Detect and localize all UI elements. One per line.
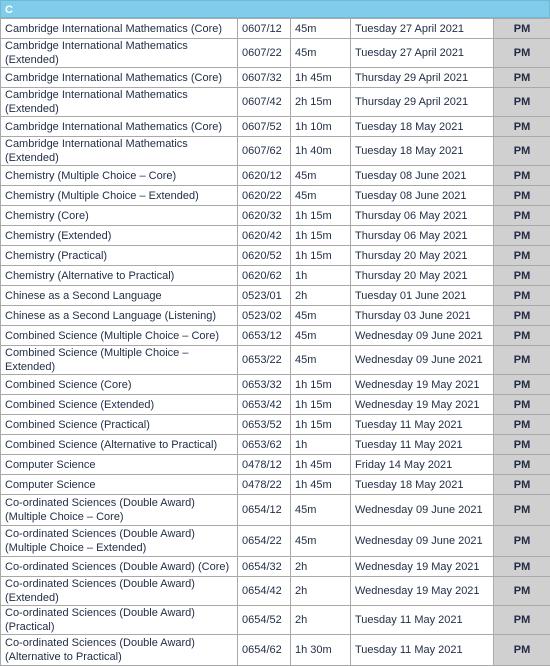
table-row <box>1 19 550 39</box>
session-cell: PM <box>494 137 550 166</box>
table-row <box>1 455 550 475</box>
subject-cell: Co-ordinated Sciences (Double Award) (Multiple Choice – Extended) <box>1 526 238 557</box>
table-row <box>1 166 550 186</box>
duration-cell: 1h 45m <box>291 68 351 88</box>
code-cell: 0653/52 <box>238 415 291 435</box>
table-row <box>1 226 550 246</box>
table-row <box>1 137 550 166</box>
session-cell: PM <box>494 326 550 346</box>
duration-cell: 45m <box>291 19 351 39</box>
session-cell: PM <box>494 475 550 495</box>
session-cell: PM <box>494 246 550 266</box>
duration-cell: 2h <box>291 577 351 606</box>
session-cell: PM <box>494 117 550 137</box>
session-cell: PM <box>494 395 550 415</box>
code-cell: 0607/12 <box>238 19 291 39</box>
duration-cell: 1h 15m <box>291 206 351 226</box>
duration-cell: 45m <box>291 306 351 326</box>
date-cell: Thursday 20 May 2021 <box>351 266 494 286</box>
date-cell: Thursday 06 May 2021 <box>351 206 494 226</box>
duration-cell: 1h 15m <box>291 415 351 435</box>
date-cell: Tuesday 11 May 2021 <box>351 415 494 435</box>
subject-cell: Cambridge International Mathematics (Core) <box>1 68 238 88</box>
subject-cell: Co-ordinated Sciences (Double Award) (Extended) <box>1 577 238 606</box>
session-cell: PM <box>494 346 550 375</box>
subject-cell: Combined Science (Alternative to Practical) <box>1 435 238 455</box>
code-cell: 0654/12 <box>238 495 291 526</box>
timetable-table <box>0 18 550 666</box>
duration-cell: 2h <box>291 286 351 306</box>
date-cell: Wednesday 09 June 2021 <box>351 346 494 375</box>
subject-cell: Combined Science (Core) <box>1 375 238 395</box>
subject-cell: Combined Science (Multiple Choice – Extended) <box>1 346 238 375</box>
duration-cell: 1h 45m <box>291 455 351 475</box>
date-cell: Tuesday 18 May 2021 <box>351 475 494 495</box>
session-cell: PM <box>494 39 550 68</box>
subject-cell: Computer Science <box>1 475 238 495</box>
table-row <box>1 606 550 635</box>
section-header: C <box>0 0 550 18</box>
session-cell: PM <box>494 206 550 226</box>
code-cell: 0478/12 <box>238 455 291 475</box>
session-cell: PM <box>494 415 550 435</box>
code-cell: 0607/22 <box>238 39 291 68</box>
code-cell: 0607/42 <box>238 88 291 117</box>
subject-cell: Chemistry (Multiple Choice – Extended) <box>1 186 238 206</box>
code-cell: 0654/42 <box>238 577 291 606</box>
code-cell: 0653/12 <box>238 326 291 346</box>
table-row <box>1 186 550 206</box>
date-cell: Wednesday 19 May 2021 <box>351 557 494 577</box>
duration-cell: 45m <box>291 166 351 186</box>
table-row <box>1 635 550 666</box>
table-row <box>1 39 550 68</box>
table-row <box>1 246 550 266</box>
date-cell: Wednesday 19 May 2021 <box>351 395 494 415</box>
table-row <box>1 88 550 117</box>
code-cell: 0620/32 <box>238 206 291 226</box>
date-cell: Tuesday 01 June 2021 <box>351 286 494 306</box>
session-cell: PM <box>494 306 550 326</box>
code-cell: 0620/62 <box>238 266 291 286</box>
duration-cell: 45m <box>291 186 351 206</box>
session-cell: PM <box>494 226 550 246</box>
timetable-body <box>1 19 550 666</box>
subject-cell: Chemistry (Multiple Choice – Core) <box>1 166 238 186</box>
subject-cell: Co-ordinated Sciences (Double Award) (Core) <box>1 557 238 577</box>
subject-cell: Chemistry (Alternative to Practical) <box>1 266 238 286</box>
date-cell: Thursday 29 April 2021 <box>351 88 494 117</box>
duration-cell: 1h 30m <box>291 635 351 666</box>
session-cell: PM <box>494 495 550 526</box>
duration-cell: 1h <box>291 435 351 455</box>
duration-cell: 1h 15m <box>291 375 351 395</box>
table-row <box>1 415 550 435</box>
session-cell: PM <box>494 557 550 577</box>
session-cell: PM <box>494 88 550 117</box>
code-cell: 0607/32 <box>238 68 291 88</box>
duration-cell: 45m <box>291 495 351 526</box>
code-cell: 0654/62 <box>238 635 291 666</box>
date-cell: Wednesday 09 June 2021 <box>351 526 494 557</box>
duration-cell: 1h 10m <box>291 117 351 137</box>
code-cell: 0653/32 <box>238 375 291 395</box>
table-row <box>1 326 550 346</box>
session-cell: PM <box>494 286 550 306</box>
duration-cell: 45m <box>291 526 351 557</box>
session-cell: PM <box>494 166 550 186</box>
table-row <box>1 435 550 455</box>
subject-cell: Combined Science (Practical) <box>1 415 238 435</box>
duration-cell: 45m <box>291 346 351 375</box>
code-cell: 0620/22 <box>238 186 291 206</box>
session-cell: PM <box>494 526 550 557</box>
subject-cell: Chemistry (Core) <box>1 206 238 226</box>
subject-cell: Chemistry (Practical) <box>1 246 238 266</box>
subject-cell: Cambridge International Mathematics (Extended) <box>1 137 238 166</box>
session-cell: PM <box>494 266 550 286</box>
duration-cell: 45m <box>291 326 351 346</box>
date-cell: Tuesday 18 May 2021 <box>351 137 494 166</box>
date-cell: Tuesday 27 April 2021 <box>351 39 494 68</box>
subject-cell: Combined Science (Extended) <box>1 395 238 415</box>
code-cell: 0654/22 <box>238 526 291 557</box>
date-cell: Tuesday 11 May 2021 <box>351 606 494 635</box>
session-cell: PM <box>494 435 550 455</box>
subject-cell: Cambridge International Mathematics (Core) <box>1 19 238 39</box>
session-cell: PM <box>494 68 550 88</box>
date-cell: Tuesday 11 May 2021 <box>351 635 494 666</box>
code-cell: 0523/02 <box>238 306 291 326</box>
code-cell: 0653/22 <box>238 346 291 375</box>
subject-cell: Computer Science <box>1 455 238 475</box>
date-cell: Tuesday 27 April 2021 <box>351 19 494 39</box>
duration-cell: 2h <box>291 606 351 635</box>
table-row <box>1 266 550 286</box>
session-cell: PM <box>494 455 550 475</box>
table-row <box>1 117 550 137</box>
code-cell: 0620/52 <box>238 246 291 266</box>
subject-cell: Cambridge International Mathematics (Extended) <box>1 39 238 68</box>
table-row <box>1 68 550 88</box>
date-cell: Thursday 20 May 2021 <box>351 246 494 266</box>
code-cell: 0654/52 <box>238 606 291 635</box>
date-cell: Wednesday 09 June 2021 <box>351 326 494 346</box>
table-row <box>1 495 550 526</box>
table-row <box>1 577 550 606</box>
table-row <box>1 395 550 415</box>
date-cell: Friday 14 May 2021 <box>351 455 494 475</box>
code-cell: 0653/42 <box>238 395 291 415</box>
date-cell: Tuesday 08 June 2021 <box>351 166 494 186</box>
duration-cell: 1h 15m <box>291 226 351 246</box>
subject-cell: Co-ordinated Sciences (Double Award) (Practical) <box>1 606 238 635</box>
duration-cell: 1h <box>291 266 351 286</box>
code-cell: 0523/01 <box>238 286 291 306</box>
table-row <box>1 526 550 557</box>
date-cell: Tuesday 08 June 2021 <box>351 186 494 206</box>
code-cell: 0653/62 <box>238 435 291 455</box>
subject-cell: Chinese as a Second Language <box>1 286 238 306</box>
subject-cell: Combined Science (Multiple Choice – Core) <box>1 326 238 346</box>
subject-cell: Chemistry (Extended) <box>1 226 238 246</box>
date-cell: Wednesday 19 May 2021 <box>351 375 494 395</box>
table-row <box>1 206 550 226</box>
code-cell: 0654/32 <box>238 557 291 577</box>
table-row <box>1 346 550 375</box>
subject-cell: Cambridge International Mathematics (Extended) <box>1 88 238 117</box>
duration-cell: 1h 15m <box>291 395 351 415</box>
date-cell: Wednesday 09 June 2021 <box>351 495 494 526</box>
duration-cell: 1h 15m <box>291 246 351 266</box>
table-row <box>1 286 550 306</box>
duration-cell: 2h 15m <box>291 88 351 117</box>
session-cell: PM <box>494 577 550 606</box>
duration-cell: 1h 45m <box>291 475 351 495</box>
subject-cell: Co-ordinated Sciences (Double Award) (Alternative to Practical) <box>1 635 238 666</box>
duration-cell: 2h <box>291 557 351 577</box>
date-cell: Thursday 06 May 2021 <box>351 226 494 246</box>
session-cell: PM <box>494 606 550 635</box>
session-cell: PM <box>494 375 550 395</box>
code-cell: 0620/12 <box>238 166 291 186</box>
subject-cell: Co-ordinated Sciences (Double Award) (Multiple Choice – Core) <box>1 495 238 526</box>
table-row <box>1 475 550 495</box>
session-cell: PM <box>494 635 550 666</box>
code-cell: 0478/22 <box>238 475 291 495</box>
subject-cell: Cambridge International Mathematics (Core) <box>1 117 238 137</box>
table-row <box>1 375 550 395</box>
date-cell: Tuesday 18 May 2021 <box>351 117 494 137</box>
date-cell: Tuesday 11 May 2021 <box>351 435 494 455</box>
session-cell: PM <box>494 186 550 206</box>
code-cell: 0607/62 <box>238 137 291 166</box>
session-cell: PM <box>494 19 550 39</box>
code-cell: 0607/52 <box>238 117 291 137</box>
code-cell: 0620/42 <box>238 226 291 246</box>
subject-cell: Chinese as a Second Language (Listening) <box>1 306 238 326</box>
date-cell: Thursday 03 June 2021 <box>351 306 494 326</box>
duration-cell: 1h 40m <box>291 137 351 166</box>
table-row <box>1 557 550 577</box>
date-cell: Wednesday 19 May 2021 <box>351 577 494 606</box>
date-cell: Thursday 29 April 2021 <box>351 68 494 88</box>
duration-cell: 45m <box>291 39 351 68</box>
table-row <box>1 306 550 326</box>
